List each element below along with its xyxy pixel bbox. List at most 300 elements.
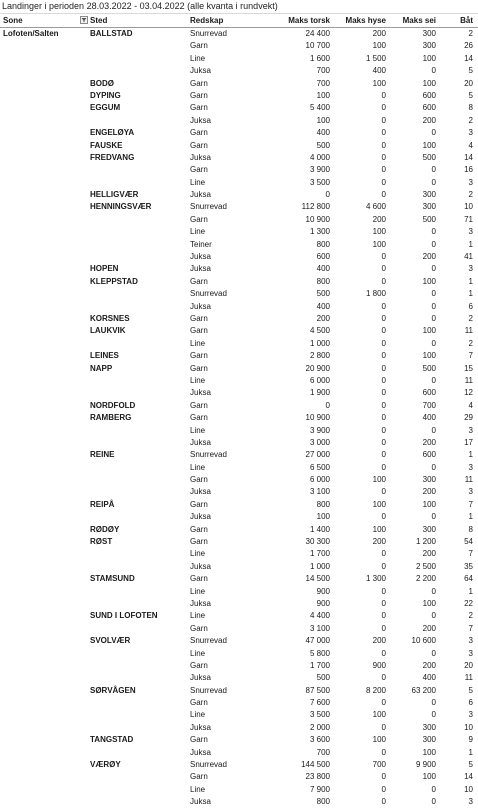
cell-gear: Juksa <box>190 252 211 262</box>
cell-max-saithe: 0 <box>431 462 436 472</box>
cell-boats: 3 <box>468 264 473 274</box>
cell-max-cod: 5 400 <box>309 103 330 113</box>
column-header-place[interactable]: Sted <box>90 16 108 25</box>
cell-gear: Garn <box>190 103 208 113</box>
cell-boats: 16 <box>464 165 473 175</box>
table-row <box>0 747 478 759</box>
cell-max-haddock: 700 <box>372 760 386 770</box>
table-row <box>0 152 478 164</box>
cell-max-saithe: 300 <box>422 735 436 745</box>
cell-boats: 3 <box>468 797 473 807</box>
cell-max-haddock: 0 <box>381 549 386 559</box>
cell-max-saithe: 300 <box>422 41 436 51</box>
cell-boats: 7 <box>468 549 473 559</box>
cell-max-haddock: 0 <box>381 413 386 423</box>
cell-max-saithe: 1 200 <box>415 537 436 547</box>
table-row <box>0 276 478 288</box>
cell-max-saithe: 0 <box>431 710 436 720</box>
table-row <box>0 672 478 684</box>
cell-gear: Juksa <box>190 190 211 200</box>
cell-gear: Garn <box>190 660 208 670</box>
cell-max-cod: 600 <box>316 252 330 262</box>
cell-max-cod: 1 700 <box>309 549 330 559</box>
cell-max-cod: 3 500 <box>309 710 330 720</box>
cell-max-haddock: 0 <box>381 648 386 658</box>
cell-max-saithe: 63 200 <box>411 685 436 695</box>
cell-max-cod: 800 <box>316 797 330 807</box>
cell-max-haddock: 0 <box>381 351 386 361</box>
cell-gear: Juksa <box>190 301 211 311</box>
cell-max-cod: 7 900 <box>309 784 330 794</box>
cell-max-cod: 3 100 <box>309 487 330 497</box>
cell-max-haddock: 1 500 <box>365 53 386 63</box>
table-row <box>0 548 478 560</box>
cell-place: REINE <box>90 450 115 460</box>
cell-boats: 3 <box>468 487 473 497</box>
cell-max-saithe: 200 <box>422 623 436 633</box>
cell-gear: Garn <box>190 499 208 509</box>
cell-max-cod: 3 600 <box>309 735 330 745</box>
cell-max-cod: 112 800 <box>301 202 330 212</box>
cell-max-haddock: 0 <box>381 375 386 385</box>
cell-max-cod: 400 <box>316 264 330 274</box>
column-header-gear[interactable]: Redskap <box>190 16 224 25</box>
table-row <box>0 313 478 325</box>
cell-boats: 7 <box>468 499 473 509</box>
cell-place: STAMSUND <box>90 574 135 584</box>
cell-gear: Garn <box>190 41 208 51</box>
cell-max-cod: 400 <box>316 301 330 311</box>
cell-gear: Garn <box>190 313 208 323</box>
table-row <box>0 140 478 152</box>
cell-max-cod: 500 <box>316 673 330 683</box>
cell-boats: 14 <box>464 772 473 782</box>
cell-gear: Garn <box>190 400 208 410</box>
cell-max-haddock: 200 <box>372 537 386 547</box>
cell-gear: Teiner <box>190 239 212 249</box>
cell-boats: 1 <box>468 289 473 299</box>
column-header-max-cod[interactable]: Maks torsk <box>288 16 330 25</box>
cell-max-haddock: 0 <box>381 450 386 460</box>
cell-max-cod: 6 500 <box>309 462 330 472</box>
cell-max-haddock: 0 <box>381 487 386 497</box>
cell-max-saithe: 10 600 <box>411 636 436 646</box>
cell-gear: Juksa <box>190 797 211 807</box>
cell-max-cod: 2 000 <box>309 722 330 732</box>
cell-max-haddock: 0 <box>381 586 386 596</box>
cell-gear: Garn <box>190 326 208 336</box>
table-row <box>0 586 478 598</box>
cell-place: EGGUM <box>90 103 121 113</box>
table-row <box>0 53 478 65</box>
cell-place: FREDVANG <box>90 152 135 162</box>
cell-gear: Snurrevad <box>190 760 227 770</box>
cell-gear: Garn <box>190 623 208 633</box>
cell-boats: 10 <box>464 202 473 212</box>
table-row <box>0 239 478 251</box>
cell-max-saithe: 200 <box>422 252 436 262</box>
cell-gear: Garn <box>190 351 208 361</box>
cell-max-saithe: 300 <box>422 29 436 38</box>
cell-max-haddock: 0 <box>381 115 386 125</box>
column-header-max-haddock[interactable]: Maks hyse <box>345 16 386 25</box>
table-row <box>0 623 478 635</box>
cell-place: LAUKVIK <box>90 326 126 336</box>
table-row <box>0 697 478 709</box>
cell-max-saithe: 0 <box>431 301 436 311</box>
cell-max-haddock: 0 <box>381 90 386 100</box>
cell-max-cod: 900 <box>316 598 330 608</box>
cell-max-saithe: 100 <box>422 351 436 361</box>
cell-boats: 20 <box>464 660 473 670</box>
table-row <box>0 771 478 783</box>
cell-max-cod: 4 400 <box>309 611 330 621</box>
cell-gear: Garn <box>190 574 208 584</box>
column-header-boats[interactable]: Båt <box>460 16 473 25</box>
cell-max-saithe: 500 <box>422 214 436 224</box>
cell-boats: 64 <box>464 574 473 584</box>
cell-boats: 14 <box>464 53 473 63</box>
cell-max-cod: 1 700 <box>309 660 330 670</box>
cell-boats: 54 <box>464 537 473 547</box>
table-row <box>0 734 478 746</box>
table-row <box>0 474 478 486</box>
cell-max-saithe: 0 <box>431 784 436 794</box>
cell-boats: 22 <box>464 598 473 608</box>
cell-boats: 3 <box>468 648 473 658</box>
cell-max-cod: 23 800 <box>305 772 330 782</box>
cell-boats: 9 <box>468 735 473 745</box>
cell-max-cod: 0 <box>325 400 330 410</box>
cell-max-cod: 6 000 <box>309 375 330 385</box>
cell-max-saithe: 300 <box>422 475 436 485</box>
cell-place: REIPÅ <box>90 499 115 509</box>
cell-max-saithe: 0 <box>431 611 436 621</box>
cell-max-saithe: 2 500 <box>415 561 436 571</box>
table-row <box>0 338 478 350</box>
cell-max-cod: 3 900 <box>309 425 330 435</box>
cell-gear: Line <box>190 227 206 237</box>
cell-gear: Garn <box>190 537 208 547</box>
cell-boats: 5 <box>468 685 473 695</box>
cell-boats: 6 <box>468 301 473 311</box>
cell-max-haddock: 100 <box>372 710 386 720</box>
cell-max-haddock: 0 <box>381 326 386 336</box>
cell-max-haddock: 200 <box>372 636 386 646</box>
cell-gear: Juksa <box>190 66 211 76</box>
table-header <box>0 14 478 28</box>
cell-max-cod: 27 000 <box>305 450 330 460</box>
cell-max-haddock: 0 <box>381 128 386 138</box>
cell-boats: 5 <box>468 760 473 770</box>
cell-max-saithe: 700 <box>422 400 436 410</box>
cell-max-cod: 200 <box>316 313 330 323</box>
cell-max-cod: 100 <box>316 90 330 100</box>
table-row <box>0 437 478 449</box>
cell-boats: 11 <box>464 673 473 683</box>
cell-boats: 3 <box>468 425 473 435</box>
table-row <box>0 722 478 734</box>
cell-max-haddock: 200 <box>372 214 386 224</box>
cell-gear: Juksa <box>190 437 211 447</box>
cell-max-haddock: 0 <box>381 140 386 150</box>
cell-place: KORSNES <box>90 313 130 323</box>
table-row <box>0 40 478 52</box>
cell-max-saithe: 100 <box>422 326 436 336</box>
cell-max-haddock: 0 <box>381 598 386 608</box>
cell-boats: 17 <box>464 437 473 447</box>
cell-max-saithe: 0 <box>431 313 436 323</box>
cell-gear: Garn <box>190 165 208 175</box>
cell-place: RØST <box>90 537 113 547</box>
cell-place: SUND I LOFOTEN <box>90 611 158 621</box>
cell-max-haddock: 100 <box>372 524 386 534</box>
cell-max-saithe: 0 <box>431 239 436 249</box>
cell-max-haddock: 0 <box>381 338 386 348</box>
table-row <box>0 90 478 102</box>
cell-max-cod: 1 300 <box>309 227 330 237</box>
cell-place: NORDFOLD <box>90 400 136 410</box>
table-row <box>0 660 478 672</box>
cell-boats: 2 <box>468 338 473 348</box>
cell-max-haddock: 0 <box>381 462 386 472</box>
cell-max-saithe: 0 <box>431 289 436 299</box>
cell-max-haddock: 100 <box>372 239 386 249</box>
cell-gear: Snurrevad <box>190 289 227 299</box>
cell-max-saithe: 200 <box>422 115 436 125</box>
cell-boats: 7 <box>468 351 473 361</box>
cell-max-cod: 3 100 <box>309 623 330 633</box>
table-row <box>0 325 478 337</box>
table-row <box>0 536 478 548</box>
cell-boats: 2 <box>468 313 473 323</box>
cell-boats: 11 <box>464 375 473 385</box>
cell-max-haddock: 0 <box>381 264 386 274</box>
cell-max-cod: 700 <box>316 78 330 88</box>
cell-max-haddock: 0 <box>381 698 386 708</box>
cell-max-cod: 20 900 <box>305 363 330 373</box>
cell-gear: Garn <box>190 698 208 708</box>
table-row <box>0 78 478 90</box>
cell-max-saithe: 2 200 <box>415 574 436 584</box>
cell-boats: 3 <box>468 636 473 646</box>
cell-boats: 1 <box>468 586 473 596</box>
filter-icon[interactable] <box>80 16 88 24</box>
cell-gear: Garn <box>190 363 208 373</box>
cell-max-haddock: 100 <box>372 41 386 51</box>
cell-max-haddock: 8 200 <box>365 685 386 695</box>
cell-gear: Line <box>190 549 206 559</box>
cell-gear: Garn <box>190 90 208 100</box>
cell-max-cod: 2 800 <box>309 351 330 361</box>
cell-max-saithe: 0 <box>431 177 436 187</box>
cell-place: ENGELØYA <box>90 128 135 138</box>
cell-max-cod: 900 <box>316 586 330 596</box>
table-row <box>0 226 478 238</box>
cell-max-haddock: 100 <box>372 499 386 509</box>
cell-max-saithe: 0 <box>431 512 436 522</box>
cell-max-haddock: 400 <box>372 66 386 76</box>
cell-gear: Juksa <box>190 747 211 757</box>
cell-max-cod: 10 900 <box>305 413 330 423</box>
table-row <box>0 363 478 375</box>
cell-place: LEINES <box>90 351 119 361</box>
cell-max-haddock: 0 <box>381 797 386 807</box>
cell-boats: 11 <box>464 475 473 485</box>
cell-max-cod: 700 <box>316 66 330 76</box>
cell-max-saithe: 100 <box>422 747 436 757</box>
cell-place: DYPING <box>90 90 121 100</box>
cell-max-saithe: 0 <box>431 425 436 435</box>
cell-place: NAPP <box>90 363 113 373</box>
cell-boats: 35 <box>464 561 473 571</box>
cell-max-cod: 500 <box>316 289 330 299</box>
cell-max-saithe: 0 <box>431 586 436 596</box>
cell-max-cod: 1 000 <box>309 561 330 571</box>
cell-boats: 2 <box>468 115 473 125</box>
cell-max-haddock: 0 <box>381 673 386 683</box>
table-row <box>0 425 478 437</box>
cell-boats: 14 <box>464 152 473 162</box>
cell-max-saithe: 600 <box>422 90 436 100</box>
cell-max-cod: 10 900 <box>305 214 330 224</box>
cell-max-cod: 7 600 <box>309 698 330 708</box>
cell-boats: 7 <box>468 623 473 633</box>
cell-max-haddock: 100 <box>372 227 386 237</box>
table-row <box>0 449 478 461</box>
cell-max-cod: 700 <box>316 747 330 757</box>
table-row <box>0 301 478 313</box>
cell-gear: Line <box>190 648 206 658</box>
cell-place: RØDØY <box>90 524 120 534</box>
cell-boats: 20 <box>464 78 473 88</box>
column-header-zone[interactable]: Sone <box>3 16 23 25</box>
cell-gear: Garn <box>190 276 208 286</box>
cell-max-cod: 3 900 <box>309 165 330 175</box>
table-row <box>0 164 478 176</box>
cell-max-cod: 1 000 <box>309 338 330 348</box>
cell-boats: 3 <box>468 462 473 472</box>
cell-max-haddock: 0 <box>381 512 386 522</box>
table-row <box>0 28 478 40</box>
cell-gear: Line <box>190 586 206 596</box>
table-row <box>0 573 478 585</box>
cell-max-saithe: 0 <box>431 698 436 708</box>
cell-boats: 2 <box>468 190 473 200</box>
cell-max-haddock: 0 <box>381 437 386 447</box>
cell-gear: Garn <box>190 735 208 745</box>
cell-gear: Juksa <box>190 598 211 608</box>
report-caption: Landinger i perioden 28.03.2022 - 03.04.2022 (alle kvanta i rundvekt) <box>0 0 478 14</box>
cell-max-haddock: 0 <box>381 252 386 262</box>
cell-boats: 8 <box>468 103 473 113</box>
cell-gear: Garn <box>190 78 208 88</box>
cell-max-cod: 10 700 <box>305 41 330 51</box>
cell-gear: Juksa <box>190 722 211 732</box>
cell-boats: 41 <box>464 252 473 262</box>
cell-gear: Line <box>190 425 206 435</box>
cell-place: SØRVÅGEN <box>90 685 136 695</box>
cell-gear: Line <box>190 784 206 794</box>
cell-max-haddock: 0 <box>381 177 386 187</box>
table-row <box>0 648 478 660</box>
cell-max-saithe: 100 <box>422 772 436 782</box>
cell-max-haddock: 0 <box>381 190 386 200</box>
cell-max-saithe: 600 <box>422 103 436 113</box>
cell-zone: Lofoten/Salten <box>3 29 59 38</box>
cell-gear: Garn <box>190 214 208 224</box>
cell-gear: Line <box>190 338 206 348</box>
cell-gear: Juksa <box>190 512 211 522</box>
cell-boats: 29 <box>464 413 473 423</box>
cell-max-saithe: 600 <box>422 388 436 398</box>
cell-max-cod: 800 <box>316 276 330 286</box>
cell-place: HELLIGVÆR <box>90 190 139 200</box>
cell-max-saithe: 0 <box>431 797 436 807</box>
cell-place: HENNINGSVÆR <box>90 202 152 212</box>
cell-max-haddock: 0 <box>381 747 386 757</box>
cell-place: TANGSTAD <box>90 735 134 745</box>
cell-gear: Snurrevad <box>190 202 227 212</box>
cell-max-cod: 400 <box>316 128 330 138</box>
table-body <box>0 28 478 809</box>
cell-max-haddock: 0 <box>381 276 386 286</box>
cell-place: FAUSKE <box>90 140 123 150</box>
cell-gear: Snurrevad <box>190 450 227 460</box>
cell-gear: Juksa <box>190 264 211 274</box>
cell-max-saithe: 100 <box>422 276 436 286</box>
cell-max-cod: 14 500 <box>305 574 330 584</box>
cell-max-cod: 100 <box>316 512 330 522</box>
table-row <box>0 189 478 201</box>
cell-max-saithe: 400 <box>422 673 436 683</box>
cell-max-cod: 1 900 <box>309 388 330 398</box>
cell-max-saithe: 300 <box>422 202 436 212</box>
cell-max-cod: 800 <box>316 239 330 249</box>
table-row <box>0 251 478 263</box>
cell-max-cod: 6 000 <box>309 475 330 485</box>
table-row <box>0 127 478 139</box>
cell-max-cod: 500 <box>316 140 330 150</box>
cell-place: RAMBERG <box>90 413 132 423</box>
cell-max-cod: 87 500 <box>305 685 330 695</box>
cell-gear: Line <box>190 53 206 63</box>
table-row <box>0 709 478 721</box>
cell-max-saithe: 0 <box>431 648 436 658</box>
cell-max-saithe: 200 <box>422 487 436 497</box>
cell-boats: 6 <box>468 698 473 708</box>
cell-max-cod: 1 600 <box>309 53 330 63</box>
cell-gear: Juksa <box>190 561 211 571</box>
cell-max-saithe: 0 <box>431 165 436 175</box>
cell-boats: 3 <box>468 128 473 138</box>
cell-boats: 1 <box>468 276 473 286</box>
cell-max-cod: 30 300 <box>305 537 330 547</box>
cell-max-saithe: 100 <box>422 78 436 88</box>
cell-boats: 1 <box>468 512 473 522</box>
cell-place: HOPEN <box>90 264 119 274</box>
cell-max-haddock: 4 600 <box>365 202 386 212</box>
table-row <box>0 759 478 771</box>
cell-max-haddock: 100 <box>372 475 386 485</box>
table-row <box>0 375 478 387</box>
column-header-max-saithe[interactable]: Maks sei <box>402 16 436 25</box>
table-row <box>0 263 478 275</box>
cell-max-cod: 800 <box>316 499 330 509</box>
cell-max-cod: 4 000 <box>309 152 330 162</box>
cell-gear: Garn <box>190 475 208 485</box>
cell-max-haddock: 0 <box>381 103 386 113</box>
